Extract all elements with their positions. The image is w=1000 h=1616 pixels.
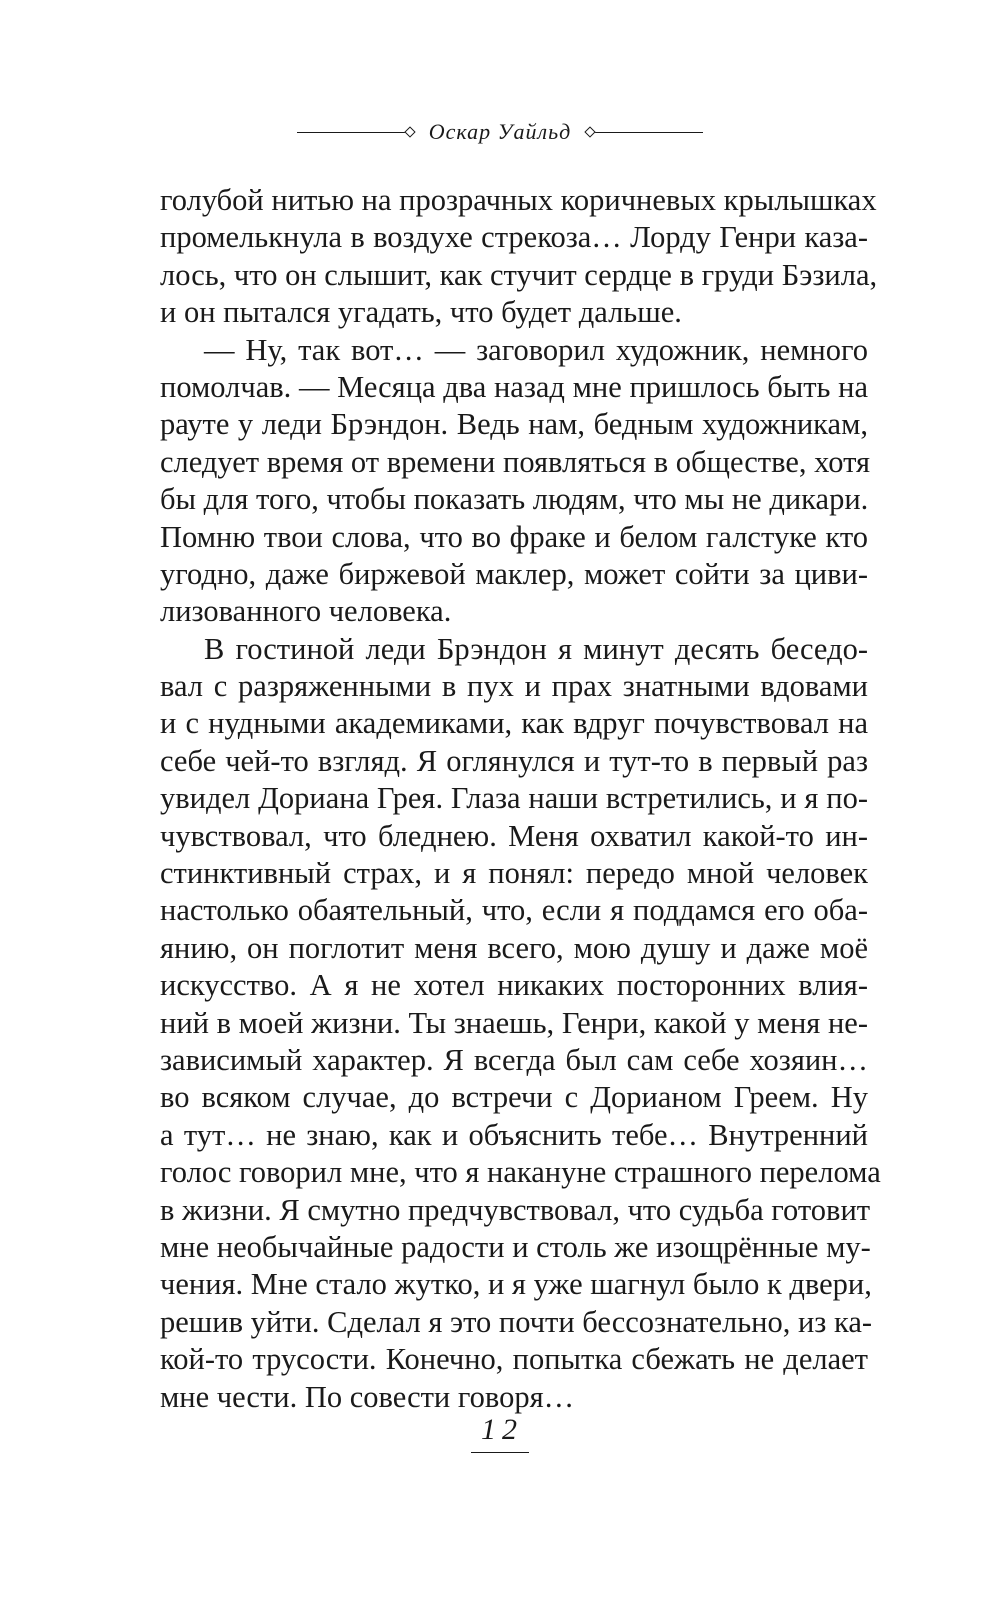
text-line: чувствовал, что бледнею. Меня охватил какой-то ин- (160, 818, 868, 853)
text-line: лось, что он слышит, как стучит сердце в груди Бэзила, (160, 257, 878, 292)
text-line: и с нудными академиками, как вдруг почувствовал на (160, 706, 868, 741)
text-line: помолчав. — Месяца два назад мне пришлось быть на (160, 369, 868, 404)
text-line: искусство. А я не хотел никаких посторонних влия- (160, 968, 868, 1003)
text-line: зависимый характер. Я всегда был сам себе хозяин… (160, 1042, 868, 1077)
text-line: увидел Дориана Грея. Глаза наши встретились, и я по- (160, 781, 868, 816)
text-line: чения. Мне стало жутко, и я уже шагнул было к двери, (160, 1267, 872, 1302)
text-line: бы для того, чтобы показать людям, что мы не дикари. (160, 482, 869, 517)
text-line: мне необычайные радости и столь же изощрённые му- (160, 1229, 871, 1264)
book-author-header: Оскар Уайльд (428, 119, 572, 144)
text-line: следует время от времени появляться в обществе, хотя (160, 444, 871, 479)
paragraph (160, 631, 881, 1416)
text-line: голубой нитью на прозрачных коричневых крылышках (160, 183, 877, 217)
header-rule-right (585, 128, 703, 136)
header-rule-left (297, 128, 415, 136)
page-number: 12 (471, 1412, 529, 1453)
page-footer (0, 1412, 1000, 1453)
text-line: и он пытался угадать, что будет дальше. (160, 295, 682, 330)
text-line: кой-то трусости. Конечно, попытка сбежать не делает (160, 1342, 868, 1377)
text-line: Помню твои слова, что во фраке и белом галстуке кто (160, 519, 868, 554)
text-line: ний в моей жизни. Ты знаешь, Генри, какой у меня не- (160, 1005, 868, 1040)
text-line: настолько обаятельный, что, если я поддамся его оба- (160, 893, 868, 928)
text-line: угодно, даже биржевой маклер, может сойти за циви- (160, 556, 868, 591)
text-line: лизованного человека. (160, 594, 452, 629)
text-line: рауте у леди Брэндон. Ведь нам, бедным художникам, (160, 407, 868, 442)
text-line: голос говорил мне, что я накануне страшного перелома (160, 1155, 881, 1190)
text-line: во всяком случае, до встречи с Дорианом Греем. Ну (160, 1080, 868, 1115)
text-line: в жизни. Я смутно предчувствовал, что судьба готовит (160, 1192, 871, 1227)
diamond-ornament-icon (404, 126, 415, 137)
paragraph (160, 182, 878, 332)
text-line: стинктивный страх, и я понял: передо мной человек (160, 856, 868, 891)
text-line: решив уйти. Сделал я это почти бессознательно, из ка- (160, 1304, 873, 1339)
text-line: промелькнула в воздухе стрекоза… Лорду Генри каза- (160, 220, 868, 255)
text-line: В гостиной леди Брэндон я минут десять беседо- (204, 631, 868, 666)
paragraph (160, 332, 871, 631)
text-line: — Ну, так вот… — заговорил художник, немного (204, 332, 868, 367)
body-text (160, 182, 881, 1416)
text-line: себе чей-то взгляд. Я оглянулся и тут-то в первый раз (160, 743, 868, 778)
diamond-ornament-icon (585, 126, 596, 137)
running-header (0, 112, 1000, 152)
text-line: янию, он поглотит меня всего, мою душу и даже моё (160, 930, 868, 965)
text-line: мне чести. По совести говоря… (160, 1379, 575, 1414)
text-line: вал с разряженными в пух и прах знатными вдовами (160, 669, 868, 704)
text-line: а тут… не знаю, как и объяснить тебе… Внутренний (160, 1117, 868, 1152)
